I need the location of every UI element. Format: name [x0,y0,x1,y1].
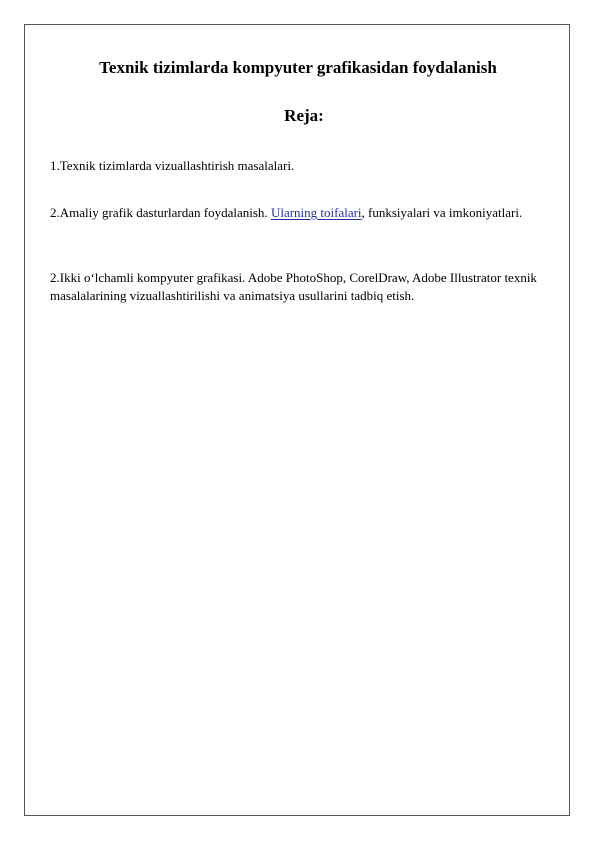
plan-item-2-text-end: , funksiyalari va imkoniyatlari. [361,205,523,220]
document-title: Texnik tizimlarda kompyuter grafikasidan foydalanish [99,58,497,77]
page-border [24,24,570,816]
plan-item-2-link[interactable]: Ularning toifalari [270,205,362,220]
plan-item-3: 2.Ikki o‘lchamli kompyuter grafikasi. Adobe PhotoShop, CorelDraw, Adobe Illustrator texnik masalalarining vizuallashtirilishi va animatsiya usullarini tadbiq etish. [50,270,537,303]
plan-item-2-text: 2.Amaliy grafik dasturlardan foydalanish. [50,205,271,220]
plan-item-2 [50,204,550,222]
plan-item-1: 1.Texnik tizimlarda vizuallashtirish masalalari. [50,158,295,173]
plan-heading: Reja: [284,106,324,125]
